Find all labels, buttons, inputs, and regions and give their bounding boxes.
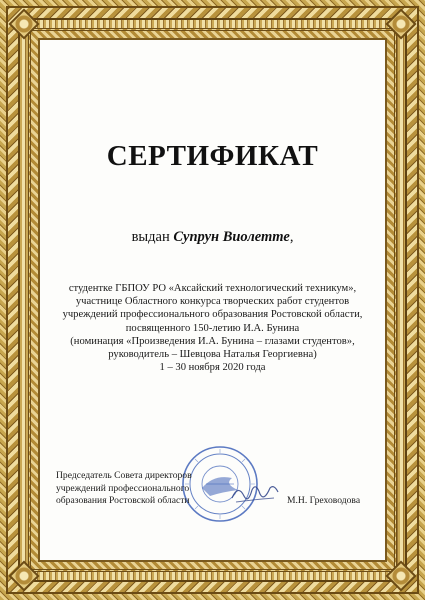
body-line: участнице Областного конкурса творческих работ студентов bbox=[75, 296, 350, 308]
certificate-body bbox=[45, 282, 380, 374]
body-line: (номинация «Произведения И.А. Бунина – глазами студентов», bbox=[70, 335, 355, 347]
position-line: Председатель Совета директоров bbox=[56, 470, 192, 481]
body-line: учреждений профессионального образования Ростовской области, bbox=[62, 309, 363, 321]
signature-icon bbox=[230, 478, 280, 508]
issued-suffix: , bbox=[289, 229, 294, 245]
signatory-name: М.Н. Греховодова bbox=[287, 495, 361, 506]
body-line: посвященного 150-летию И.А. Бунина bbox=[125, 322, 300, 334]
body-line: 1 – 30 ноября 2020 года bbox=[159, 362, 266, 374]
issued-prefix: выдан bbox=[131, 229, 174, 245]
body-line: руководитель – Шевцова Наталья Георгиевна) bbox=[108, 349, 317, 361]
position-line: образования Ростовской области bbox=[56, 495, 190, 506]
recipient-name: Супрун Виолетте bbox=[173, 229, 290, 245]
signatory-position bbox=[56, 470, 192, 508]
position-line: учреждений профессионального bbox=[56, 482, 190, 494]
body-line: студентке ГБПОУ РО «Аксайский технологический техникум», bbox=[68, 283, 357, 294]
issued-to-line bbox=[40, 229, 385, 246]
certificate-title: СЕРТИФИКАТ bbox=[106, 140, 319, 172]
